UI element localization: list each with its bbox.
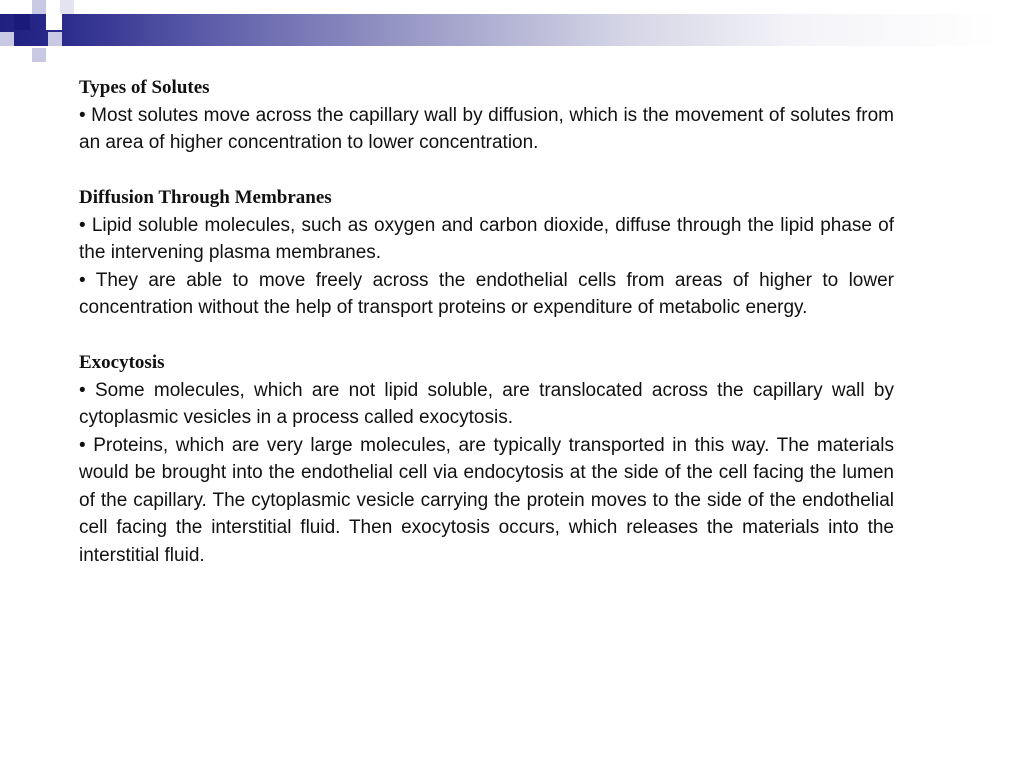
decorative-square: [32, 48, 46, 62]
section-diffusion-through-membranes: [79, 184, 894, 322]
bullet-paragraph: • Lipid soluble molecules, such as oxygen and carbon dioxide, diffuse through the lipid phase of the intervening plasma membranes.: [79, 214, 894, 263]
bullet-paragraph: • They are able to move freely across the endothelial cells from areas of higher to lower concentration without the help of transport proteins or expenditure of metabolic energy.: [79, 269, 894, 318]
section-heading: Exocytosis: [79, 352, 165, 373]
bullet-paragraph: • Most solutes move across the capillary wall by diffusion, which is the movement of solutes from an area of higher concentration to lower concentration.: [79, 104, 894, 153]
decorative-square: [60, 0, 74, 14]
section-heading: Diffusion Through Membranes: [79, 187, 332, 208]
section-types-of-solutes: [79, 74, 894, 157]
header-banner: [0, 14, 1024, 46]
decorative-square: [46, 14, 62, 30]
slide-body: [79, 74, 894, 597]
decorative-square: [0, 32, 14, 46]
decorative-square: [0, 0, 14, 14]
bullet-paragraph: • Some molecules, which are not lipid soluble, are translocated across the capillary wall by cytoplasmic vesicles in a process called exocytosis.: [79, 379, 894, 428]
decorative-square: [14, 14, 30, 30]
bullet-paragraph: • Proteins, which are very large molecules, are typically transported in this way. The materials would be brought into the endothelial cell via endocytosis at the side of the cell facing the lumen of the capillary. The cytoplasmic vesicle carrying the protein moves to the side of the endothelial cell facing the interstitial fluid. Then exocytosis occurs, which releases the materials into the interstitial fluid.: [79, 434, 894, 566]
decorative-square: [48, 32, 62, 46]
section-heading: Types of Solutes: [79, 77, 210, 98]
decorative-square: [32, 0, 46, 14]
section-exocytosis: [79, 349, 894, 569]
